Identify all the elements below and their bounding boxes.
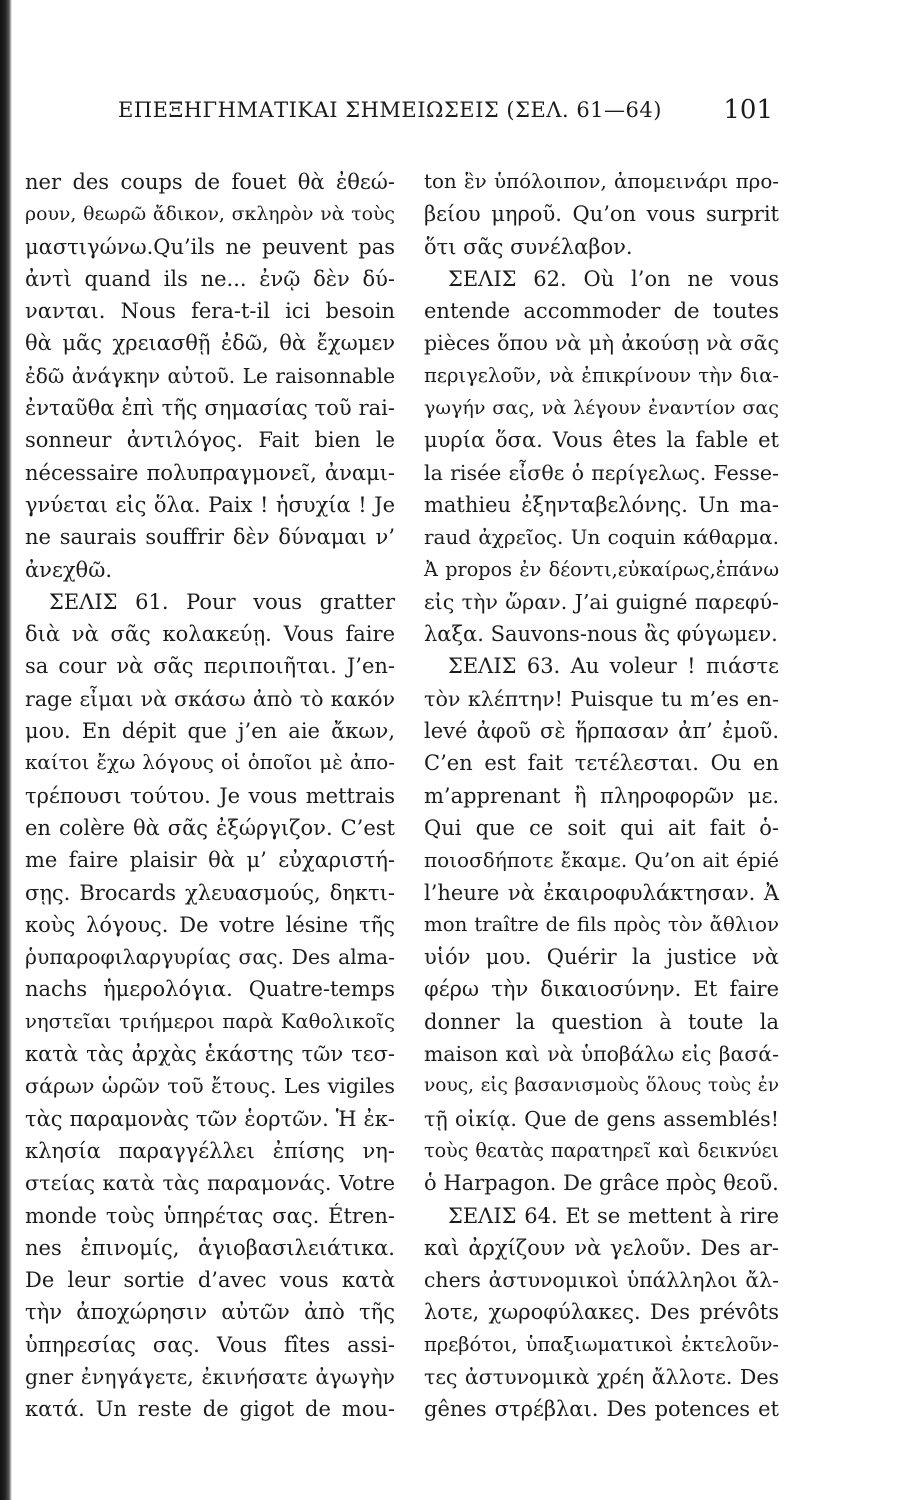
text-line: chers ἀστυνομικοὶ ὑπάλληλοι ἄλ- <box>424 1268 779 1293</box>
text-line: καίτοι ἔχω λόγους οἱ ὁποῖοι μὲ ἀπο- <box>25 751 395 775</box>
text-line: τοὺς θεατὰς παρατηρεῖ καὶ δεικνύει <box>424 1138 779 1162</box>
text-line: νηστεῖαι τριήμεροι παρὰ Καθολικοῖς <box>25 1009 395 1033</box>
text-line: Qui que ce soit qui ait fait ὁ- <box>424 815 779 840</box>
text-line: nes ἐπινομίς, ἁγιοβασιλειάτικα. <box>25 1235 395 1260</box>
text-line: donner la question à toute la <box>424 1009 779 1034</box>
text-line: ne saurais souffrir δὲν δύναμαι ν’ <box>25 525 395 550</box>
text-line: νανται. Nous fera-t-il ici besoin <box>25 299 395 324</box>
text-line: ΣΕΛΙΣ 64. Et se mettent à rire <box>448 1203 779 1228</box>
text-line: monde τοὺς ὑπηρέτας σας. Étren- <box>25 1203 395 1228</box>
text-line: τὰς παραμονὰς τῶν ἑορτῶν. Ἡ ἐκ- <box>25 1106 395 1131</box>
text-line: σάρων ὡρῶν τοῦ ἔτους. Les vigiles <box>25 1074 395 1099</box>
text-line: ὑπηρεσίας σας. Vous fîtes assi- <box>25 1332 395 1357</box>
text-line: mon traître de fils πρὸς τὸν ἄθλιον <box>424 912 779 936</box>
text-line: ἐνταῦθα ἐπὶ τῆς σημασίας τοῦ rai- <box>25 396 395 421</box>
text-line: raud ἀχρεῖος. Un coquin κάθαρμα. <box>424 525 779 550</box>
text-line: Ἀ propos ἐν δέοντι,εὐκαίρως,ἐπάνω <box>424 557 779 581</box>
text-line: ἀνεχθῶ. <box>25 557 112 582</box>
text-line: τῇ οἰκίᾳ. Que de gens assemblés! <box>424 1106 779 1131</box>
text-line: ton ἓν ὑπόλοιπον, ἀπομεινάρι προ- <box>424 170 779 193</box>
text-line: ἐδῶ ἀνάγκην αὐτοῦ. Le raisonnable <box>25 363 395 388</box>
text-line: βείου μηροῦ. Qu’on vous surprit <box>424 202 779 227</box>
text-line: levé ἀφοῦ σὲ ἥρπασαν ἀπ’ ἐμοῦ. <box>424 719 779 744</box>
text-line: στείας κατὰ τὰς παραμονάς. Votre <box>25 1171 395 1196</box>
text-line: la risée εἶσθε ὁ περίγελως. Fesse- <box>424 460 779 485</box>
text-line: ὅτι σᾶς συνέλαβον. <box>424 234 633 259</box>
text-line: ῥυπαροφιλαργυρίας σας. Des alma- <box>25 945 395 970</box>
text-line: en colère θὰ σᾶς ἐξώργιζον. C’est <box>25 815 395 840</box>
text-line: λοτε, χωροφύλακες. Des prévôts <box>424 1300 779 1325</box>
text-line: ρουν, θεωρῶ ἄδικον, σκληρὸν νὰ τοὺς <box>25 203 395 226</box>
text-line: κοὺς λόγους. De votre lésine τῆς <box>25 912 395 937</box>
text-line: me faire plaisir θὰ μ’ εὐχαριστή- <box>25 848 395 873</box>
page-header <box>118 95 773 138</box>
text-line: ΣΕΛΙΣ 62. Où l’on ne vous <box>448 266 779 291</box>
text-line: C’en est fait τετέλεσται. Ou en <box>424 751 779 776</box>
text-line: sa cour νὰ σᾶς περιποιῆται. J’en- <box>25 654 395 679</box>
left-text-column <box>25 166 395 1426</box>
text-line: m’apprenant ἢ πληροφορῶν με. <box>424 783 779 808</box>
text-line: τὴν ἀποχώρησιν αὐτῶν ἀπὸ τῆς <box>25 1300 395 1325</box>
text-line: μου. En dépit que j’en aie ἄκων, <box>25 719 395 744</box>
text-line: μαστιγώνω.Qu’ils ne peuvent pas <box>25 234 395 259</box>
text-line: De leur sortie d’avec vous κατὰ <box>25 1268 395 1293</box>
text-line: κατὰ τὰς ἀρχὰς ἑκάστης τῶν τεσ- <box>25 1042 395 1067</box>
text-line: ΣΕΛΙΣ 63. Au voleur ! πιάστε <box>448 654 779 679</box>
text-line: ner des coups de fouet θὰ ἐθεώ- <box>25 170 395 194</box>
text-line: ποιοσδήποτε ἔκαμε. Qu’on ait épié <box>424 848 779 873</box>
text-line: λαξα. Sauvons-nous ἂς φύγωμεν. <box>424 622 778 647</box>
text-line: φέρω τὴν δικαιοσύνην. Et faire <box>424 977 779 1002</box>
text-line: entende accommoder de toutes <box>424 299 779 324</box>
text-line: rage εἶμαι νὰ σκάσω ἀπὸ τὸ κακόν <box>25 686 395 711</box>
text-line: nachs ἡμερολόγια. Quatre-temps <box>25 977 395 1002</box>
text-line: νους, εἰς βασανισμοὺς ὅλους τοὺς ἐν <box>424 1075 779 1097</box>
text-line: γνύεται εἰς ὅλα. Paix ! ἡσυχία ! Je <box>25 492 395 517</box>
text-line: εἰς τὴν ὥραν. J’ai guigné παρεφύ- <box>424 589 779 614</box>
text-line: διὰ νὰ σᾶς κολακεύῃ. Vous faire <box>25 622 395 647</box>
text-line: γωγήν σας, νὰ λέγουν ἐναντίον σας <box>424 396 779 420</box>
right-text-column <box>424 166 779 1426</box>
text-line: τὸν κλέπτην! Puisque tu m’es en- <box>424 686 779 711</box>
text-line: sonneur ἀντιλόγος. Fait bien le <box>25 428 395 453</box>
text-line: mathieu ἐξηνταβελόνης. Un ma- <box>424 492 779 517</box>
text-line: ἀντὶ quand ils ne... ἐνῷ δὲν δύ- <box>25 266 395 291</box>
running-title: ΕΠΕΞΗΓΗΜΑΤΙΚΑΙ ΣΗΜΕΙΩΣΕΙΣ (ΣΕΛ. 61—64) <box>118 98 662 122</box>
text-line: τρέπουσι τούτου. Je vous mettrais <box>25 783 395 808</box>
text-line: gner ἐνηγάγετε, ἐκινήσατε ἀγωγὴν <box>25 1364 395 1389</box>
text-line: θὰ μᾶς χρειασθῇ ἐδῶ, θὰ ἔχωμεν <box>25 331 395 356</box>
text-line: l’heure νὰ ἐκαιροφυλάκτησαν. Ἀ <box>424 880 779 905</box>
text-line: περιγελοῦν, νὰ ἐπικρίνουν τὴν δια- <box>424 363 779 387</box>
text-line: πρεβότοι, ὑπαξιωματικοὶ ἐκτελοῦν- <box>424 1332 779 1356</box>
text-line: nécessaire πολυπραγμονεῖ, ἀναμι- <box>25 460 395 485</box>
text-line: καὶ ἀρχίζουν νὰ γελοῦν. Des ar- <box>424 1235 779 1260</box>
binding-edge <box>0 0 12 1500</box>
text-line: κατά. Un reste de gigot de mou- <box>25 1397 395 1422</box>
text-line: σῃς. Brocards χλευασμούς, δηκτι- <box>25 880 395 905</box>
text-line: μυρία ὅσα. Vous êtes la fable et <box>424 428 779 453</box>
text-line: gênes στρέβλαι. Des potences et <box>424 1397 779 1422</box>
page-number: 101 <box>723 95 773 125</box>
text-line: ὁ Harpagon. De grâce πρὸς θεοῦ. <box>424 1171 779 1196</box>
text-line: maison καὶ νὰ ὑποβάλω εἰς βασά- <box>424 1042 779 1067</box>
text-line: κλησία παραγγέλλει ἐπίσης νη- <box>25 1138 395 1163</box>
text-line: ΣΕΛΙΣ 61. Pour vous gratter <box>49 589 395 614</box>
text-line: υἱόν μου. Quérir la justice νὰ <box>424 945 779 970</box>
text-line: pièces ὅπου νὰ μὴ ἀκούσῃ νὰ σᾶς <box>424 331 779 356</box>
text-line: τες ἀστυνομικὰ χρέη ἄλλοτε. Des <box>424 1364 779 1389</box>
